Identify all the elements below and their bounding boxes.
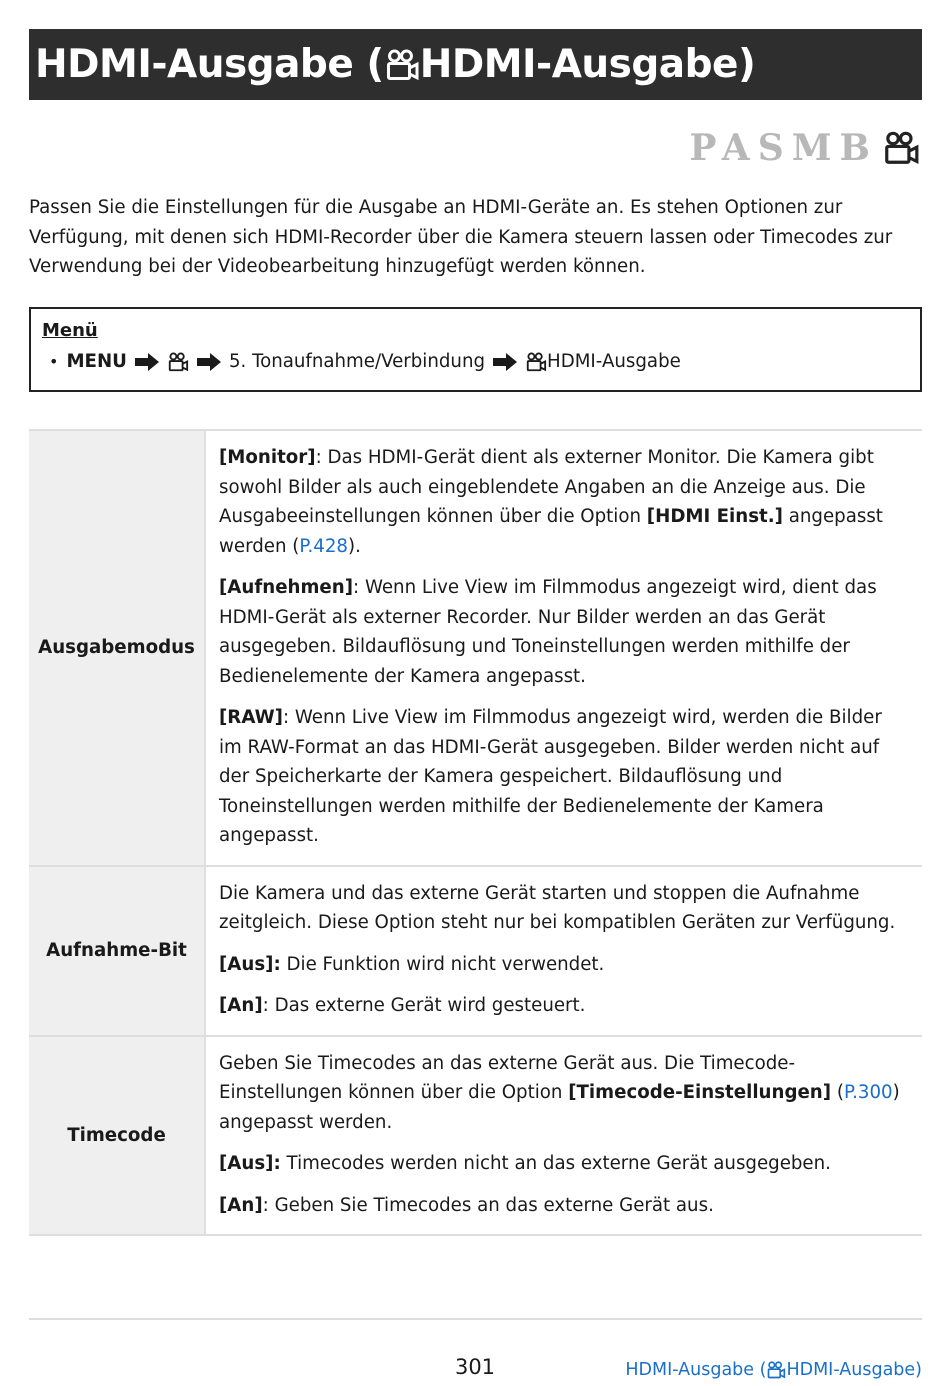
row-description bbox=[205, 430, 922, 866]
option-key: [Aus]: bbox=[219, 1153, 281, 1174]
option-paragraph bbox=[219, 573, 910, 691]
menu-step-sound-connection: 5. Tonaufnahme/Verbindung bbox=[228, 351, 486, 372]
option-text: : Wenn Live View im Filmmodus angezeigt wird, werden die Bilder im RAW-Format an das HDMI-Gerät ausgegeben. Bilder werden nicht auf der Speicherkarte der Kamera gespeichert. Bildauflösung und Toneinstellungen werden mithilfe der Bedienelemente der Kamera angepasst. bbox=[219, 707, 882, 846]
footer-section-link[interactable] bbox=[625, 1360, 922, 1380]
footer-ref-part1: HDMI-Ausgabe ( bbox=[625, 1360, 767, 1380]
table-row bbox=[29, 866, 922, 1036]
footer-divider bbox=[29, 1318, 922, 1320]
option-key: [Aus]: bbox=[219, 953, 281, 975]
intro-text: Passen Sie die Einstellungen für die Ausgabe an HDMI-Geräte an. Es stehen Optionen zur Verfügung, mit denen sich HDMI-Recorder über die Kamera steuern lassen oder Timecodes zur Verwendung bei der Videobearbeitung hinzugefügt werden können. bbox=[29, 197, 893, 277]
movie-camera-icon bbox=[384, 47, 420, 83]
option-paragraph bbox=[219, 703, 910, 851]
option-key: [Monitor] bbox=[219, 447, 316, 468]
table-row bbox=[29, 430, 922, 866]
option-text: ). bbox=[348, 535, 361, 557]
mode-indicator bbox=[689, 127, 920, 169]
movie-camera-icon bbox=[525, 351, 547, 373]
option-text: : Geben Sie Timecodes an das externe Gerät aus. bbox=[262, 1194, 714, 1216]
option-text: : Das HDMI-Gerät dient als externer Monitor. Die Kamera gibt sowohl Bilder als auch eingeblendete Angaben an die Anzeige aus. Die Ausgabeeinstellungen können über die Option bbox=[219, 447, 874, 527]
option-paragraph bbox=[219, 1191, 910, 1221]
option-key: [RAW] bbox=[219, 707, 283, 728]
menu-step-hdmi-output: HDMI-Ausgabe bbox=[547, 351, 681, 372]
option-reference: [HDMI Einst.] bbox=[646, 506, 783, 527]
movie-camera-icon bbox=[167, 351, 189, 373]
option-text: Die Funktion wird nicht verwendet. bbox=[280, 953, 605, 975]
arrow-right-icon bbox=[135, 353, 159, 371]
option-key: [An] bbox=[219, 1194, 263, 1216]
option-key: [Aufnehmen] bbox=[219, 577, 354, 598]
mode-letters: PASMB bbox=[689, 127, 878, 169]
movie-camera-icon bbox=[882, 129, 920, 167]
option-paragraph bbox=[219, 950, 910, 980]
page-title-part2: HDMI-Ausgabe) bbox=[419, 42, 756, 87]
option-text: : Wenn Live View im Filmmodus angezeigt wird, dient das HDMI-Gerät als externer Recorder. Nur Bilder werden an das Gerät ausgegeben. Bildauflösung und Toneinstellungen werden mithilfe der Bedienelemente der Kamera angepasst. bbox=[219, 577, 877, 687]
page-number: 301 bbox=[454, 1355, 496, 1379]
arrow-right-icon bbox=[493, 353, 517, 371]
page-title-part1: HDMI-Ausgabe ( bbox=[35, 42, 384, 87]
row-label: Ausgabemodus bbox=[29, 430, 205, 866]
menu-path bbox=[42, 349, 909, 375]
option-paragraph bbox=[219, 1149, 910, 1179]
option-text: : Das externe Gerät wird gesteuert. bbox=[262, 995, 586, 1016]
row-intro: Die Kamera und das externe Gerät starten und stoppen die Aufnahme zeitgleich. Diese Option steht nur bei kompatiblen Geräten zur Verfügung. bbox=[219, 882, 896, 933]
menu-label: MENU bbox=[66, 351, 127, 372]
option-text: angepasst werden ( bbox=[219, 506, 883, 557]
title-bar bbox=[29, 29, 922, 100]
option-text: Timecodes werden nicht an das externe Gerät ausgegeben. bbox=[280, 1153, 831, 1174]
row-description bbox=[205, 1036, 922, 1236]
settings-table bbox=[29, 429, 922, 1236]
option-text: ) angepasst werden. bbox=[219, 1082, 900, 1133]
option-text: Geben Sie Timecodes an das externe Gerät aus. Die Timecode-Einstellungen können über die Option bbox=[219, 1052, 796, 1103]
row-intro bbox=[219, 1049, 910, 1138]
footer-ref-part2: HDMI-Ausgabe) bbox=[786, 1360, 922, 1380]
movie-camera-icon bbox=[766, 1360, 786, 1380]
table-row bbox=[29, 1036, 922, 1236]
row-description bbox=[205, 866, 922, 1036]
page-title bbox=[35, 42, 755, 87]
menu-heading: Menü bbox=[42, 320, 98, 341]
arrow-right-icon bbox=[197, 353, 221, 371]
option-reference: [Timecode-Einstellungen] bbox=[568, 1082, 832, 1103]
page-link[interactable]: P.428 bbox=[299, 535, 349, 557]
page-link[interactable]: P.300 bbox=[843, 1082, 893, 1103]
option-paragraph bbox=[219, 443, 910, 561]
option-text: ( bbox=[831, 1082, 844, 1103]
menu-box bbox=[29, 307, 922, 392]
bullet: • bbox=[49, 352, 59, 371]
row-label: Timecode bbox=[29, 1036, 205, 1236]
row-label: Aufnahme-Bit bbox=[29, 866, 205, 1036]
option-paragraph bbox=[219, 991, 910, 1021]
option-key: [An] bbox=[219, 995, 263, 1016]
